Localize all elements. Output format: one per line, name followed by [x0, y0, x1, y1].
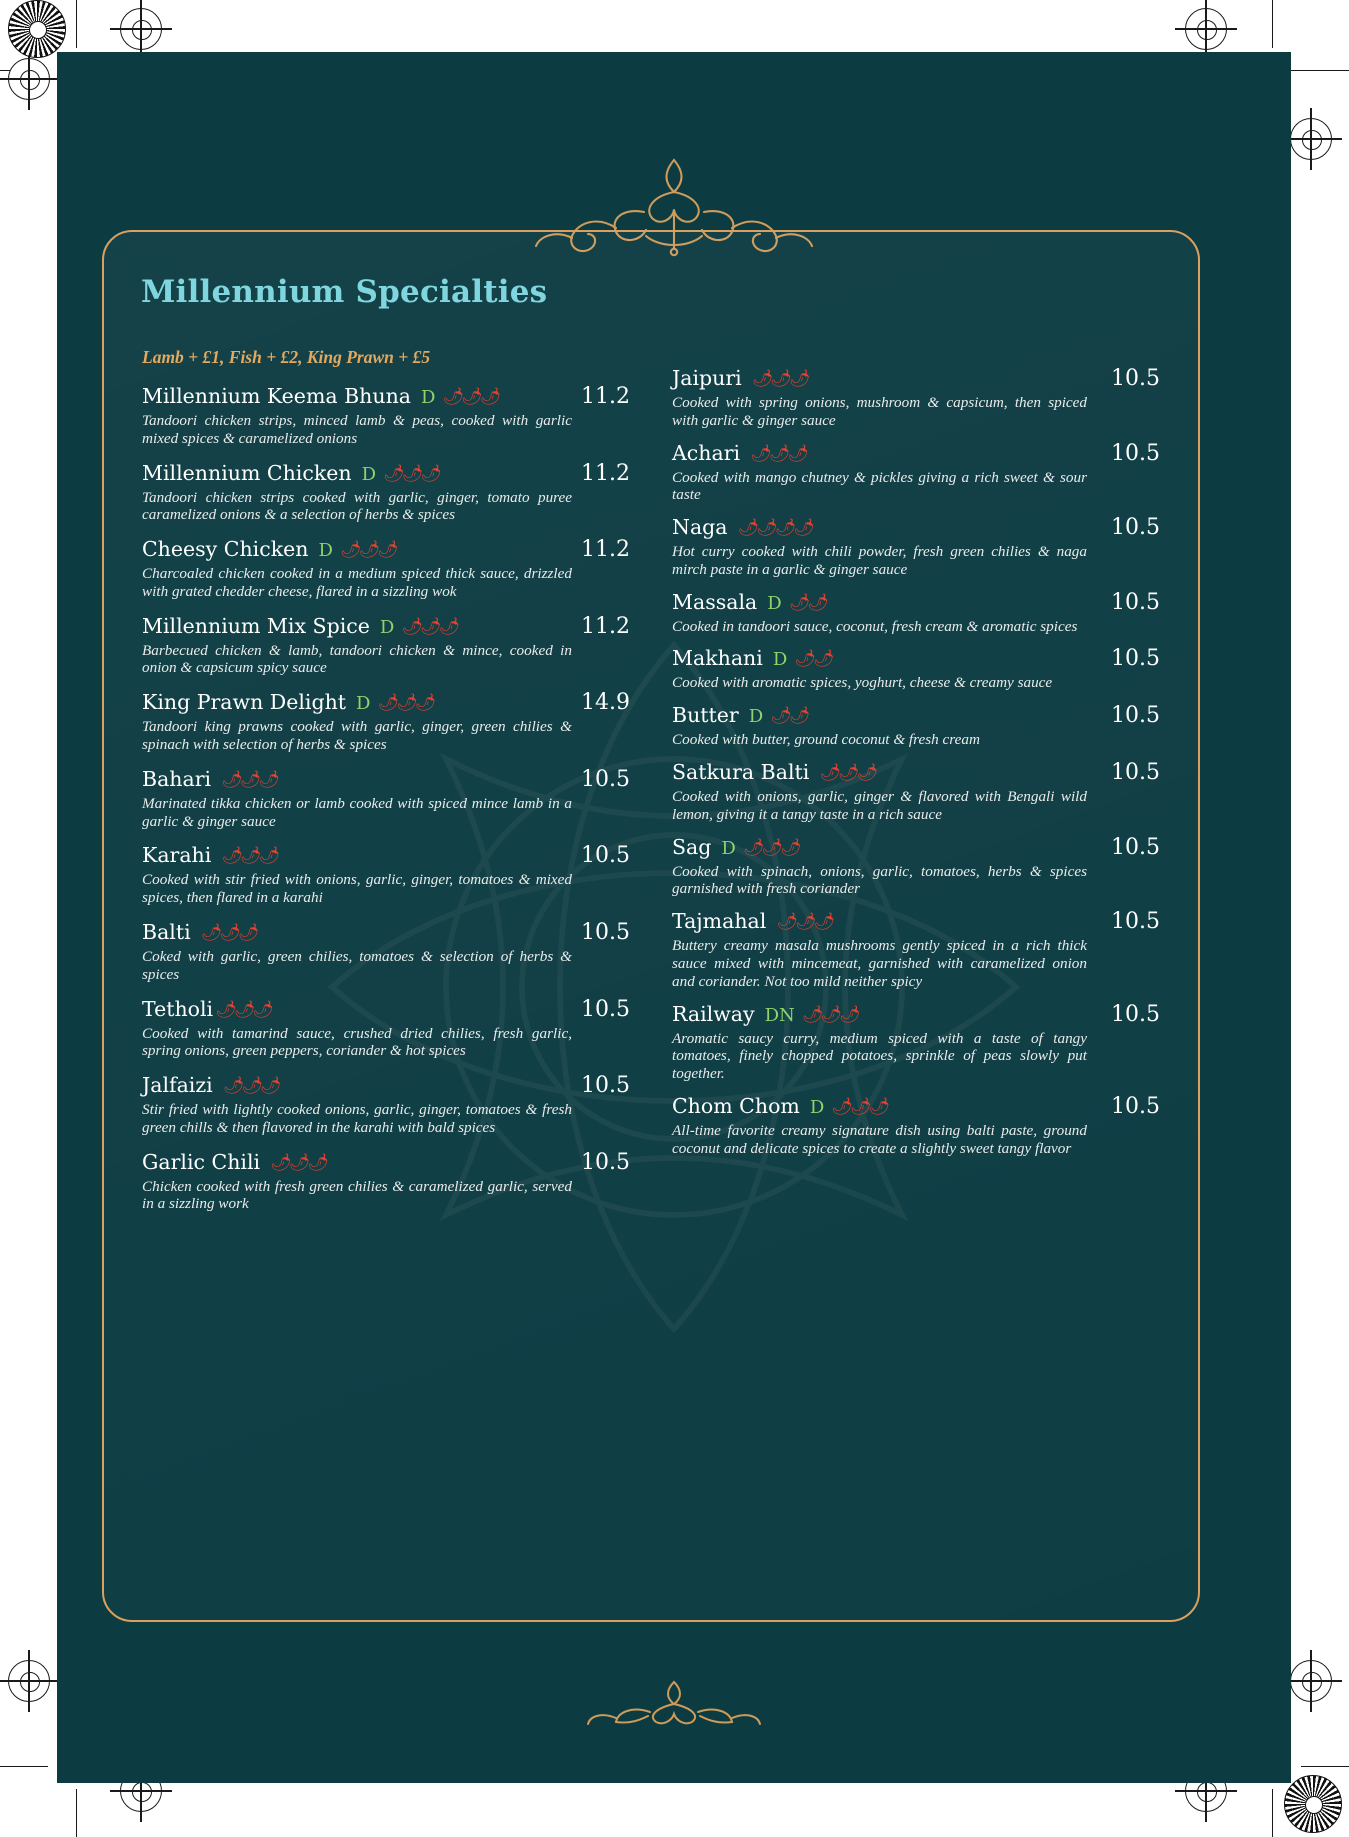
menu-item[interactable] [142, 920, 630, 984]
menu-item-price: 10.5 [1111, 589, 1160, 615]
menu-item-description: Cooked with tamarind sauce, crushed dried chilies, fresh garlic, spring onions, green peppers, coriander & hot spices [142, 1024, 572, 1060]
menu-item-header [142, 384, 630, 409]
menu-body [57, 52, 1291, 1783]
menu-item-price: 10.5 [581, 996, 630, 1022]
menu-item[interactable] [142, 384, 630, 448]
menu-item-header [672, 366, 1160, 391]
menu-item-price: 11.2 [581, 537, 630, 563]
menu-item[interactable] [672, 366, 1160, 430]
menu-item-price: 10.5 [1111, 366, 1160, 391]
dairy-tag: D [772, 649, 788, 671]
menu-item-name: Railway [672, 1001, 755, 1026]
menu-item-header [672, 515, 1160, 540]
menu-item-header [672, 760, 1160, 785]
menu-item-tags [421, 387, 498, 408]
menu-item-name: Jaipuri [672, 366, 742, 390]
menu-item-header [672, 1094, 1160, 1119]
chili-icon: 🌶🌶🌶 [442, 387, 499, 406]
menu-item-price: 10.5 [1111, 1093, 1160, 1119]
chili-icon: 🌶🌶🌶 [831, 1096, 888, 1116]
menu-item[interactable] [142, 690, 630, 754]
menu-item-price: 10.5 [581, 1073, 630, 1099]
crop-line-top-right-v [1272, 0, 1273, 48]
menu-item-name: Tajmahal [672, 909, 767, 934]
crop-line-bottom-right-h [1301, 1766, 1349, 1767]
chili-icon: 🌶🌶🌶 [215, 999, 271, 1019]
menu-item-header [142, 997, 630, 1022]
menu-item-header [142, 843, 630, 868]
menu-item-tags [752, 371, 808, 388]
menu-item-name: Makhani [672, 646, 763, 671]
menu-item-price: 10.5 [1111, 646, 1160, 672]
menu-item-name: Jalfaizi [142, 1073, 213, 1098]
menu-item-header [672, 1002, 1160, 1027]
menu-item[interactable] [672, 909, 1160, 990]
menu-item[interactable] [672, 646, 1160, 692]
menu-item-price: 11.2 [581, 384, 630, 409]
dairy-tag: D [721, 837, 736, 859]
menu-item-tags [380, 617, 457, 638]
menu-item-description: Marinated tikka chicken or lamb cooked with spiced mince lamb in a garlic & ginger sauce [142, 794, 572, 830]
menu-item-description: Barbecued chicken & lamb, tandoori chicken & mince, cooked in onion & capsicum spicy sauce [142, 641, 572, 677]
menu-item-tags [776, 914, 832, 931]
menu-item-header [672, 590, 1160, 615]
dairy-tag: D [809, 1096, 825, 1118]
menu-item-tags [318, 540, 395, 561]
supplement-note: Lamb + £1, Fish + £2, King Prawn + £5 [142, 347, 431, 367]
menu-item-tags [749, 706, 808, 727]
menu-item-header [672, 703, 1160, 728]
chili-icon: 🌶🌶🌶 [819, 763, 876, 783]
dairy-tag: D [356, 693, 371, 715]
menu-item-header [672, 441, 1160, 466]
menu-item-description: Cooked with aromatic spices, yoghurt, cheese & creamy sauce [672, 674, 1053, 692]
crop-line-bottom-right-v [1272, 1789, 1273, 1837]
menu-item-name: Karahi [142, 843, 212, 868]
menu-item-name: Satkura Balti [672, 760, 810, 785]
bottom-ornament-flourish [574, 1672, 774, 1728]
menu-item-header [142, 767, 630, 792]
menu-item-tags [810, 1097, 887, 1118]
specialties-card [102, 230, 1200, 1622]
menu-item-description: Chicken cooked with fresh green chilies & caramelized garlic, served in a sizzling work [142, 1177, 572, 1213]
chili-icon: 🌶🌶🌶 [750, 443, 806, 463]
menu-item-header [142, 1150, 630, 1175]
chili-icon: 🌶🌶🌶 [222, 1076, 279, 1096]
chili-icon: 🌶🌶 [794, 649, 832, 669]
chili-icon: 🌶🌶🌶 [339, 540, 396, 560]
menu-item-price: 10.5 [1111, 760, 1160, 786]
menu-item-header [672, 646, 1160, 671]
menu-item-name: Millennium Chicken [142, 460, 352, 485]
menu-item-tags [215, 999, 271, 1019]
menu-item-description: Coked with garlic, green chilies, tomatoes & selection of herbs & spices [142, 947, 572, 983]
registration-mark-top-right [1185, 8, 1227, 50]
dairy-tag: D [767, 592, 782, 614]
menu-item-description: Aromatic saucy curry, medium spiced with a taste of tangy tomatoes, finely chopped potatoes, sprinkle of peas slowly put together. [672, 1029, 1087, 1083]
menu-item-description: All-time favorite creamy signature dish using balti paste, ground coconut and delicate spices to create a slightly sweet tangy flavor [672, 1121, 1087, 1157]
menu-item[interactable] [672, 441, 1160, 505]
menu-item-price: 10.5 [1111, 515, 1160, 541]
menu-item-header [142, 690, 630, 715]
menu-item-header [142, 1073, 630, 1098]
menu-item-header [142, 461, 630, 486]
chili-icon: 🌶🌶🌶 [200, 922, 257, 942]
menu-item-tags [750, 443, 806, 463]
menu-item-description: Stir fried with lightly cooked onions, garlic, ginger, tomatoes & fresh green chills & then flavored in the karahi with bald spices [142, 1101, 572, 1136]
crop-line-bottom-left-v [76, 1789, 77, 1837]
menu-item[interactable] [672, 1002, 1160, 1083]
chili-icon: 🌶🌶🌶 [270, 1152, 326, 1172]
dairy-nut-tag: DN [764, 1004, 795, 1026]
dairy-tag: D [318, 540, 333, 562]
menu-item[interactable] [142, 1073, 630, 1137]
registration-mark-bottom-right [1290, 1660, 1332, 1702]
dairy-tag: D [421, 387, 436, 408]
crop-line-top-left-v [76, 0, 77, 48]
menu-item-tags [767, 593, 826, 614]
menu-item-name: Cheesy Chicken [142, 537, 309, 562]
menu-item-name: Millennium Keema Bhuna [142, 384, 412, 408]
menu-item-tags [270, 1152, 326, 1172]
menu-item-description: Tandoori chicken strips, minced lamb & peas, cooked with garlic mixed spices & caramelized onions [142, 412, 572, 447]
menu-item-description: Cooked with butter, ground coconut & fresh cream [672, 731, 980, 749]
menu-item-description: Cooked with mango chutney & pickles giving a rich sweet & sour taste [672, 468, 1087, 504]
menu-item-name: Bahari [142, 766, 212, 791]
menu-item[interactable] [142, 1150, 630, 1214]
menu-item-tags [223, 1078, 279, 1095]
menu-item-name: Massala [672, 589, 758, 614]
menu-item-tags [221, 848, 277, 865]
menu-item-description: Cooked with spring onions, mushroom & capsicum, then spiced with garlic & ginger sauce [672, 394, 1087, 429]
menu-item-tags [773, 649, 832, 670]
menu-item-price: 14.9 [581, 690, 630, 716]
menu-item-tags [819, 765, 875, 782]
menu-item[interactable] [672, 515, 1160, 579]
menu-item-description: Tandoori king prawns cooked with garlic, ginger, green chilies & spinach with selection of herbs & spices [142, 718, 572, 754]
menu-item-description: Tandoori chicken strips cooked with garlic, ginger, tomato puree caramelized onions & a selection of herbs & spices [142, 488, 572, 524]
color-sunburst-bottom-right [1284, 1775, 1342, 1833]
menu-item-description: Buttery creamy masala mushrooms gently spiced in a rich thick sauce mixed with mincemeat, garnished with caramelized onion and coriander. Not too mild neither spicy [672, 937, 1087, 990]
dairy-tag: D [379, 616, 395, 638]
menu-item[interactable] [672, 703, 1160, 749]
menu-item-header [672, 909, 1160, 934]
registration-mark-top-left [120, 8, 162, 50]
registration-mark-mid-right [1290, 118, 1332, 160]
menu-item-header [142, 920, 630, 945]
menu-item-price: 10.5 [581, 843, 630, 869]
menu-item-price: 10.5 [1111, 440, 1160, 466]
chili-icon: 🌶🌶🌶 [401, 616, 458, 636]
menu-item-name: Millennium Mix Spice [142, 613, 370, 638]
menu-item[interactable] [142, 461, 630, 525]
chili-icon: 🌶🌶🌶 [801, 1004, 858, 1024]
chili-icon: 🌶🌶🌶 [776, 912, 833, 932]
chili-icon: 🌶🌶🌶 [751, 369, 808, 388]
chili-icon: 🌶🌶🌶 [742, 837, 799, 857]
menu-item-tags [200, 922, 257, 942]
menu-item[interactable] [142, 843, 630, 907]
menu-item-price: 10.5 [581, 919, 630, 945]
menu-item-name: King Prawn Delight [142, 690, 347, 715]
menu-item-price: 10.5 [581, 1149, 630, 1175]
dairy-tag: D [748, 706, 764, 728]
chili-icon: 🌶🌶🌶 [221, 769, 277, 789]
chili-icon: 🌶🌶🌶🌶 [737, 518, 812, 538]
menu-item-name: Chom Chom [672, 1093, 800, 1118]
menu-column-left [142, 384, 630, 1226]
menu-item-name: Naga [672, 515, 728, 540]
menu-item-name: Balti [142, 919, 191, 944]
menu-item-price: 11.2 [581, 613, 630, 639]
menu-item-name: Butter [672, 703, 739, 728]
menu-item-name: Achari [672, 440, 741, 465]
menu-item-price: 10.5 [1111, 703, 1160, 729]
chili-icon: 🌶🌶 [770, 706, 808, 726]
crop-line-bottom-left-h [0, 1766, 48, 1767]
color-sunburst-top-left [8, 0, 66, 58]
chili-icon: 🌶🌶🌶 [377, 693, 434, 713]
menu-item-name: Garlic Chili [142, 1149, 261, 1174]
menu-item-description: Cooked with spinach, onions, garlic, tomatoes, herbs & spices garnished with fresh coriander [672, 862, 1087, 898]
menu-item-header [142, 537, 630, 562]
chili-icon: 🌶🌶🌶 [383, 463, 439, 483]
menu-item[interactable] [672, 1094, 1160, 1158]
menu-item[interactable] [672, 760, 1160, 824]
menu-item-price: 10.5 [581, 766, 630, 792]
registration-mark-bottom-left [8, 1660, 50, 1702]
menu-item[interactable] [142, 767, 630, 831]
menu-item-price: 10.5 [1111, 909, 1160, 935]
menu-item[interactable] [142, 997, 630, 1061]
menu-item-name: Tetholi [142, 996, 214, 1021]
menu-item-tags [362, 464, 439, 485]
menu-column-right [672, 366, 1160, 1226]
menu-item[interactable] [672, 590, 1160, 636]
menu-item[interactable] [142, 614, 630, 678]
dairy-tag: D [361, 463, 377, 485]
menu-item-description: Charcoaled chicken cooked in a medium spiced thick sauce, drizzled with grated chedder cheese, flared in a sizzling wok [142, 565, 572, 600]
menu-item-description: Cooked with stir fried with onions, garlic, ginger, tomatoes & mixed spices, then flared in a karahi [142, 871, 572, 907]
registration-mark-mid-left [8, 58, 50, 100]
menu-item-tags [721, 838, 798, 859]
menu-item-tags [738, 520, 812, 537]
menu-columns [104, 366, 1198, 1226]
menu-item[interactable] [672, 835, 1160, 899]
menu-item-price: 11.2 [581, 460, 630, 486]
page-title: Millennium Specialties [141, 274, 548, 310]
chili-icon: 🌶🌶 [788, 592, 826, 612]
menu-item-tags [765, 1005, 858, 1026]
menu-item-price: 10.5 [1111, 834, 1160, 860]
chili-icon: 🌶🌶🌶 [221, 846, 278, 866]
menu-item-description: Hot curry cooked with chili powder, fresh green chilies & naga mirch paste in a garlic & ginger sauce [672, 543, 1087, 578]
menu-item-name: Sag [672, 834, 712, 859]
menu-item-header [142, 614, 630, 639]
menu-item-tags [356, 693, 433, 714]
menu-item[interactable] [142, 537, 630, 601]
menu-item-description: Cooked with onions, garlic, ginger & flavored with Bengali wild lemon, giving it a tangy taste in a rich sauce [672, 788, 1087, 823]
menu-item-tags [221, 769, 277, 789]
menu-item-description: Cooked in tandoori sauce, coconut, fresh cream & aromatic spices [672, 617, 1078, 635]
menu-item-header [672, 835, 1160, 860]
menu-item-price: 10.5 [1111, 1001, 1160, 1027]
